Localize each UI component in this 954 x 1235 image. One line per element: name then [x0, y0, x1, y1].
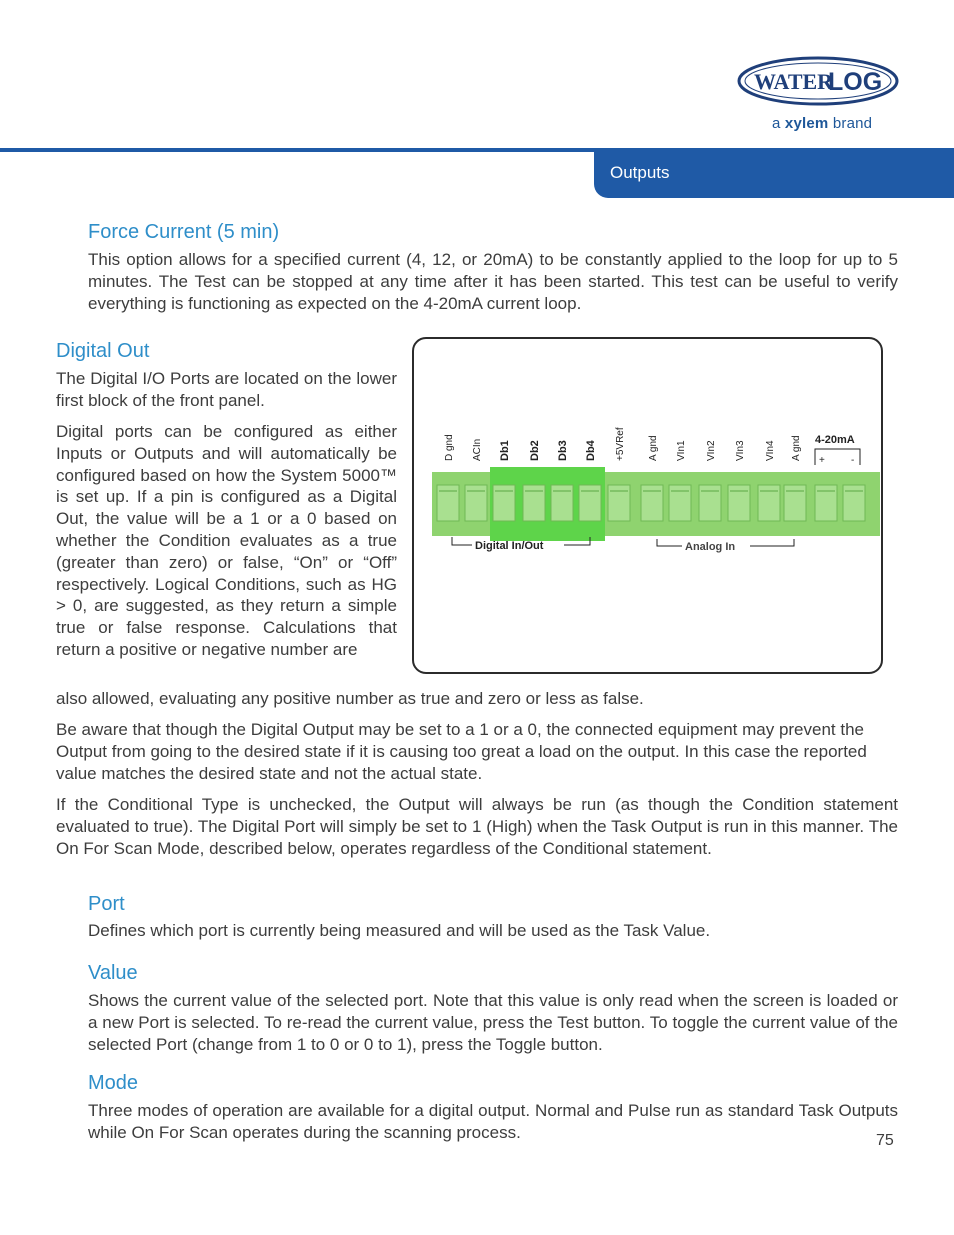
- pin-label: VIn4: [765, 440, 776, 461]
- terminal-pin: [843, 485, 865, 521]
- value-body: Shows the current value of the selected port. Note that this value is only read when the screen is loaded or a new Port is selected. To re-read the current value, press the Test button. To toggle the current value of the selected Port (change from 1 to 0 or 0 to 1), press the Toggle button.: [88, 991, 898, 1054]
- section-tab-label: Outputs: [610, 163, 670, 182]
- page-number: 75: [876, 1132, 894, 1149]
- pin-label: A gnd: [648, 435, 659, 461]
- terminal-pin: [523, 485, 545, 521]
- terminal-pin: [728, 485, 750, 521]
- analog-bracket-right: [750, 539, 794, 546]
- terminal-pin: [758, 485, 780, 521]
- pin-label: VIn3: [735, 440, 746, 461]
- analog-bracket-left: [657, 539, 682, 546]
- port-body: Defines which port is currently being measured and will be used as the Task Value.: [88, 921, 711, 940]
- analog-group-label: Analog In: [685, 541, 736, 553]
- pin-label: Db2: [529, 440, 541, 461]
- digital-out-heading: Digital Out: [56, 340, 150, 362]
- terminal-pin: [579, 485, 601, 521]
- terminal-pin: [465, 485, 487, 521]
- digital-bracket-left: [452, 537, 472, 545]
- force-current-body: This option allows for a specified current (4, 12, or 20mA) to be constantly applied to the loop for up to 5 minutes. The Test can be stopped at any time after it has been started. This test can be useful to verify everything is functioning as expected on the 4-20mA current loop.: [88, 250, 898, 313]
- mode-heading: Mode: [88, 1072, 139, 1094]
- brand-tagline: a xylem brand: [772, 115, 873, 132]
- terminal-pin: [641, 485, 663, 521]
- digital-out-para4: If the Conditional Type is unchecked, the Output will always be run (as though the Condition statement evaluated to true). The Digital Port will simply be set to 1 (High) when the Task Output is run in this manner. The On For Scan Mode, described below, operates regardless of the Conditional statement.: [56, 795, 898, 858]
- value-heading: Value: [88, 962, 138, 984]
- pin-label: ACIn: [472, 438, 483, 461]
- digital-group-label: Digital In/Out: [475, 540, 544, 552]
- terminal-pin: [551, 485, 573, 521]
- plus-label: +: [819, 455, 825, 466]
- pin-label: VIn1: [676, 440, 687, 461]
- section-tab: [594, 148, 954, 198]
- pin-label: Db3: [557, 440, 569, 461]
- digital-out-para1: The Digital I/O Ports are located on the lower first block of the front panel.: [56, 369, 397, 410]
- force-current-heading: Force Current (5 min): [88, 221, 280, 243]
- port-heading: Port: [88, 893, 125, 915]
- pin-label: +5VRef: [615, 427, 626, 461]
- digital-out-para2-cont: also allowed, evaluating any positive number as true and zero or less as false.: [56, 689, 644, 708]
- pin-label: Db4: [585, 440, 597, 461]
- digital-out-para3: Be aware that though the Digital Output may be set to a 1 or a 0, the connected equipment may prevent the Output from going to the desired state if it is causing too great a load on the output. In this case the reported value matches the desired state and not the actual state.: [56, 720, 867, 783]
- pin-label: Db1: [499, 440, 511, 461]
- svg-text:LOG: LOG: [828, 68, 883, 96]
- mode-body: Three modes of operation are available for a digital output. Normal and Pulse run as standard Task Outputs while On For Scan operates during the scanning process.: [88, 1101, 898, 1142]
- terminal-pin: [815, 485, 837, 521]
- terminal-pin: [699, 485, 721, 521]
- terminal-block-diagram: [414, 339, 881, 672]
- pin-label: D gnd: [444, 434, 455, 461]
- terminal-block-figure: [412, 337, 883, 674]
- terminal-pin: [669, 485, 691, 521]
- terminal-pin: [608, 485, 630, 521]
- terminal-pin: [437, 485, 459, 521]
- minus-label: -: [851, 455, 855, 466]
- waterlog-logo: [736, 55, 900, 107]
- digital-out-para2: Digital ports can be configured as either Inputs or Outputs and will automatically be configured based on how the System 5000™ is set up. If a pin is configured as a Digital Out, the value will be a 1 or a 0 based on whether the Condition evaluates as a true (greater than zero) or false, “On” or “Off” respectively. Logical Conditions, such as HG > 0, are suggested, as they return a simple true or false response. Calculations that return a positive or negative number are: [56, 422, 397, 659]
- pin-label: A gnd: [791, 435, 802, 461]
- terminal-pin: [493, 485, 515, 521]
- svg-text:WATER: WATER: [754, 69, 834, 94]
- pin-label: VIn2: [706, 440, 717, 461]
- current-loop-label: 4-20mA: [815, 434, 855, 446]
- terminal-pin: [784, 485, 806, 521]
